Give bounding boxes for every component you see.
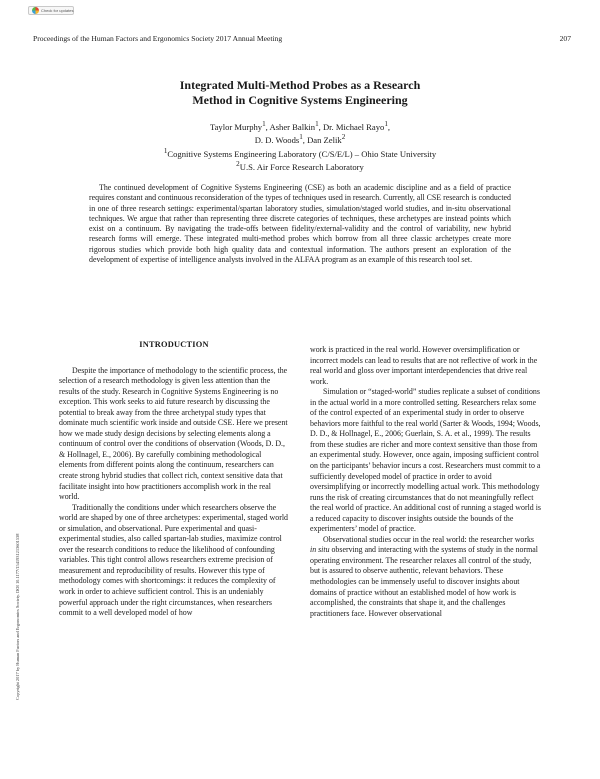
affiliation-marker: 1 <box>315 120 319 128</box>
body-column-left <box>59 340 289 774</box>
author-line-2 <box>60 132 540 145</box>
body-paragraph: work is practiced in the real world. However oversimplification or incorrect models can lead to results that are not reflective of work in the real world and gloss over important interdependencies that drive real work. <box>310 345 538 386</box>
affiliation-text: U.S. Air Force Research Laboratory <box>239 161 364 172</box>
page-number: 207 <box>559 34 571 43</box>
check-for-updates-label: Check for updates <box>41 8 74 13</box>
affiliation-2 <box>60 159 540 172</box>
author-name: Asher Balkin <box>269 121 316 132</box>
abstract-text: The continued development of Cognitive Systems Engineering (CSE) as both an academic discipline and as a field of practice requires constant and continuous reconsideration of the types of techniques used in research. Currently, all CSE research is conducted in one of three research settings: experimental/spartan laboratory studies, simulation/staged world studies, and in-situ observational techniques. We argue that rather than representing three discrete categories of techniques, these archetypes are instead points which exist on a continuum. By navigating the trade-offs between fidelity/external-validity and the control of variability, new hybrid research forms will emerge. These integrated multi-method probes which borrow from all three classic archetypes create more rigorous studies which provide both high quality data and contextual information. The authors present an exploration of the development of expertise of intelligence analysts involved in the ALFAA program as an example of this research tool set. <box>89 183 511 265</box>
affiliation-marker: 2 <box>341 133 346 142</box>
author-name: D. D. Woods <box>254 135 300 146</box>
author-block <box>60 119 540 172</box>
body-paragraph: Despite the importance of methodology to the scientific process, the selection of a research methodology is given less attention than the results of the study. Research in Cognitive Systems Engineering is no exception. This work seeks to aid future research by discussing the potential to break away from the three archetypal study types that dominate much scientific work inside and outside CSE. Here we present how we made study design decisions by selecting elements along a continuum of control over the conditions of observation (Woods, D. D., & Hollnagel, E., 2006). By carefully combining methodological elements from different points along the continuum, researchers can create strong hybrid studies that collect rich, context sensitive data that facilitate insight into how practitioners accomplish work in the real world. <box>59 365 288 502</box>
title-line-2: Method in Cognitive Systems Engineering <box>192 93 408 107</box>
running-head <box>33 34 571 43</box>
separator: , <box>318 121 323 132</box>
abstract <box>89 183 511 265</box>
paper-title <box>60 78 540 108</box>
affiliation-marker: 1 <box>262 120 266 128</box>
separator: , <box>265 121 270 132</box>
author-name: Taylor Murphy <box>209 121 263 132</box>
author-line-1 <box>60 119 540 132</box>
check-for-updates-badge[interactable] <box>28 6 74 15</box>
body-column-right <box>310 345 542 779</box>
title-line-1: Integrated Multi-Method Probes as a Research <box>179 78 421 92</box>
body-paragraph: Traditionally the conditions under which researchers observe the world are shaped by one of three archetypes: experimental, staged world or simulation, and observational. Pure experimental and quasi-experimental studies, also called spartan-lab studies, maximize control over the research conditions to reduce the likelihood of confounding variables. This tight control allows researchers extreme precision of measurement and reproducibility of results. However this type of methodology comes with shortcomings: it reduces the complexity of work in order to achieve sufficient control. This is an undeniably powerful approach under the right circumstances, when researchers commit to a well developed model of how <box>59 502 288 618</box>
affiliation-marker: 1 <box>384 120 388 128</box>
crossmark-icon <box>32 7 39 14</box>
separator: , <box>387 121 391 132</box>
running-head-text: Proceedings of the Human Factors and Ergonomics Society 2017 Annual Meeting <box>33 34 283 43</box>
body-paragraph: Simulation or “staged-world” studies replicate a subset of conditions in the actual world in a more controlled setting. Researchers relax some of the control expected of an experimental study in order to observe behaviors more faithful to the real world (Sarter & Woods, 1994; Woods, D. D., & Hollnagel, E., 2006; Guerlain, S. A. et al., 1999). The results from these studies are richer and more context sensitive than those from an experimental study. However, once again, imposing sufficient control on the participants’ behavior incurs a cost. Researchers must commit to a sufficiently developed model of practice in order to avoid oversimplifying or incorrectly modelling actual work. This methodology runs the risk of creating circumstances that do not meaningfully reflect the real world of practice. An additional cost of running a staged world is a reduced capacity to discover insights outside the bounds of the experimenters’ model of practice. <box>310 387 541 534</box>
body-paragraph <box>310 535 542 619</box>
emphasis-text: in situ <box>310 545 330 555</box>
paragraph-text: Observational studies occur in the real world: the researcher works <box>323 534 534 544</box>
author-name: Dr. Michael Rayo <box>322 121 385 132</box>
affiliation-text: Cognitive Systems Engineering Laboratory (C/S/E/L) – Ohio State University <box>167 148 437 159</box>
separator: , <box>302 135 308 146</box>
paragraph-text: observing and interacting with the systems of study in the normal operating environment. The researcher relaxes all control of the study, but is assured to observe authentic, relevant behaviors. These methodologies can be immensely useful to discover insights about domains of practice without an established model of how work is accomplished, the constraints that shape it, and the challenges practitioners face. However observational <box>310 545 538 618</box>
affiliation-marker: 1 <box>299 133 303 142</box>
affiliation-marker: 2 <box>236 159 240 168</box>
affiliation-1 <box>60 146 540 159</box>
affiliation-marker: 1 <box>163 146 168 155</box>
section-heading-introduction: INTRODUCTION <box>139 340 209 349</box>
copyright-side-note: Copyright 2017 by Human Factors and Ergonomics Society. DOI 10.1177/1541931213601538 <box>15 533 20 700</box>
author-name: Dan Zelik <box>307 135 342 146</box>
